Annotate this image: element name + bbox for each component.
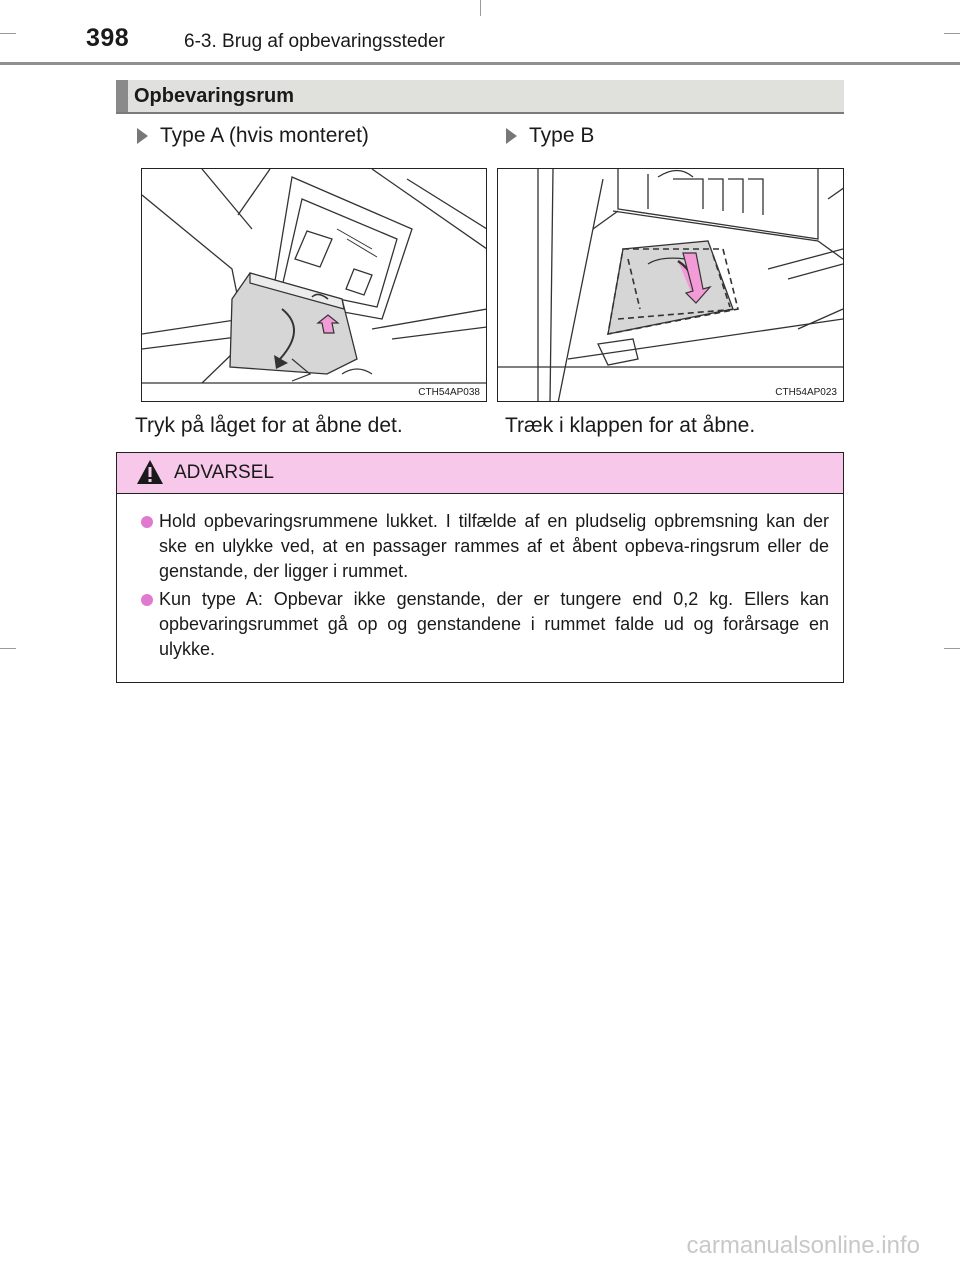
warning-header bbox=[117, 453, 843, 494]
figure-type-a bbox=[141, 168, 487, 402]
warning-item-text: Kun type A: Opbevar ikke genstande, der er tungere end 0,2 kg. Ellers kan opbevaringsrummet gå op og genstandene i rummet falde ud og forårsage en ulykke. bbox=[159, 589, 829, 659]
section-heading bbox=[116, 80, 844, 114]
type-a-label bbox=[137, 124, 369, 148]
crop-mark bbox=[480, 0, 481, 16]
overhead-console-illustration bbox=[142, 169, 487, 402]
warning-item bbox=[159, 509, 829, 584]
crop-mark bbox=[0, 33, 16, 34]
type-b-label bbox=[506, 124, 594, 148]
crop-mark bbox=[0, 648, 16, 649]
warning-title: ADVARSEL bbox=[174, 462, 274, 483]
heading-accent-bar bbox=[116, 80, 128, 112]
type-a-label-text: Type A (hvis monteret) bbox=[160, 124, 369, 147]
glove-compartment-illustration bbox=[498, 169, 844, 402]
type-b-label-text: Type B bbox=[529, 124, 595, 147]
caption-type-a: Tryk på låget for at åbne det. bbox=[135, 414, 403, 437]
caption-type-b: Træk i klappen for at åbne. bbox=[505, 414, 756, 437]
figure-type-b bbox=[497, 168, 844, 402]
bullet-icon bbox=[141, 594, 153, 606]
watermark: carmanualsonline.info bbox=[686, 1232, 920, 1259]
warning-item bbox=[159, 587, 829, 662]
warning-item-text: Hold opbevaringsrummene lukket. I tilfælde af en pludselig opbremsning kan der ske en ulykke ved, at en passager rammes af et åbent opbeva-ringsrum eller de genstande, der ligger i rummet. bbox=[159, 511, 829, 581]
triangle-bullet-icon bbox=[137, 128, 148, 144]
running-header: 6-3. Brug af opbevaringssteder bbox=[184, 31, 445, 52]
figure-code: CTH54AP023 bbox=[775, 387, 837, 398]
bullet-icon bbox=[141, 516, 153, 528]
page-number: 398 bbox=[86, 24, 130, 52]
crop-mark bbox=[944, 648, 960, 649]
triangle-bullet-icon bbox=[506, 128, 517, 144]
warning-triangle-icon bbox=[135, 458, 165, 486]
header-rule bbox=[0, 62, 960, 65]
warning-box bbox=[116, 452, 844, 683]
section-title: Opbevaringsrum bbox=[134, 85, 295, 107]
crop-mark bbox=[944, 33, 960, 34]
figure-code: CTH54AP038 bbox=[418, 387, 480, 398]
